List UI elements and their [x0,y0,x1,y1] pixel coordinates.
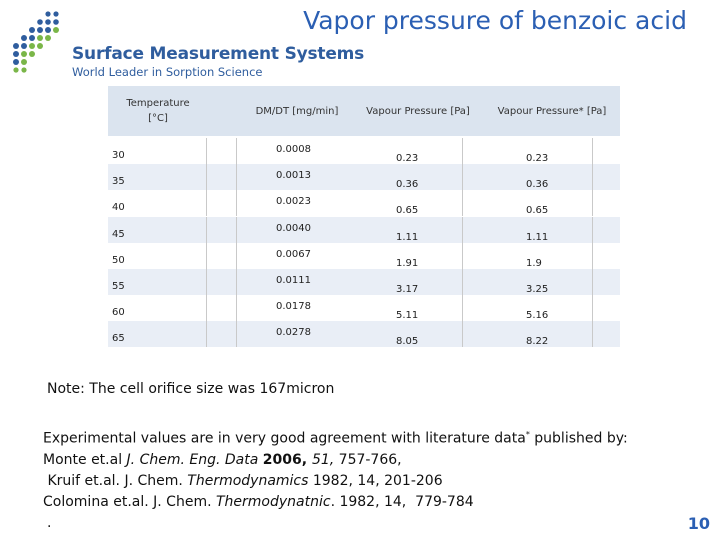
orifice-note: Note: The cell orifice size was 167micron [47,381,335,397]
cell-divider [462,138,463,164]
cell-divider [206,295,207,321]
dmdt-cell: 0.0008 [276,144,311,155]
logo-dot-grid-icon [10,8,66,74]
vapour-pressure-lit-cell: 0.65 [526,205,549,217]
references-paragraph [43,424,628,534]
cell-divider [236,190,237,216]
cell-divider [236,321,237,347]
cell-divider [236,269,237,295]
vapour-pressure-cell: 5.11 [396,310,419,322]
intro-text: Experimental values are in very good agreement with literature data [43,430,526,447]
cell-divider [592,138,593,164]
header-temperature-label: Temperature [126,98,190,109]
asterisk-mark: * [525,430,530,439]
vapour-pressure-lit-cell: 1.11 [526,231,549,243]
page-number: 10 [687,514,710,533]
reference-colomina [43,492,628,513]
reference-kruif [43,471,628,492]
ref1-authors: Monte et.al [43,451,127,468]
temperature-cell: 35 [112,176,125,188]
table-row [108,269,620,295]
cell-divider [592,295,593,321]
temperature-cell: 50 [112,254,125,266]
ref1-pages: 757-766, [338,451,402,468]
table-row [108,217,620,243]
cell-divider [592,243,593,269]
ref3-authors: Colomina et.al. J. Chem. [43,493,216,510]
cell-divider [206,217,207,243]
logo-tagline: World Leader in Sorption Science [72,65,263,79]
company-logo [10,8,365,79]
cell-divider [462,217,463,243]
cell-divider [236,164,237,190]
dmdt-cell: 0.0178 [276,301,311,313]
cell-divider [462,243,463,269]
cell-divider [206,138,207,164]
ref1-volume: 51, [311,451,339,468]
cell-divider [206,269,207,295]
vapour-pressure-cell: 0.36 [396,179,419,191]
slide-title: Vapor pressure of benzoic acid [303,6,687,35]
cell-divider [462,164,463,190]
reference-monte [43,450,628,471]
table-row [108,321,620,347]
vapour-pressure-cell: 1.91 [396,257,419,269]
temperature-cell: 30 [112,150,125,161]
vapour-pressure-lit-cell: 1.9 [526,257,542,269]
header-vapour-pressure: Vapour Pressure [Pa] [366,105,470,117]
ref2-authors: Kruif et.al. J. Chem. [43,472,188,489]
cell-divider [592,164,593,190]
ref1-year: 2006, [262,451,312,468]
temperature-cell: 40 [112,202,125,214]
vapour-pressure-cell: 8.05 [396,336,419,348]
cell-divider [236,243,237,269]
cell-divider [462,190,463,216]
table-header-row [108,86,620,136]
cell-divider [592,217,593,243]
vapour-pressure-lit-cell: 0.23 [526,153,549,164]
vapour-pressure-lit-cell: 0.36 [526,179,549,191]
intro-end-text: published by: [529,430,628,447]
vapor-pressure-table [108,86,620,358]
table-row [108,138,620,164]
dmdt-cell: 0.0278 [276,327,311,339]
table-row [108,295,620,321]
vapour-pressure-cell: 0.65 [396,205,419,217]
dmdt-cell: 0.0023 [276,196,311,208]
vapour-pressure-lit-cell: 3.25 [526,284,549,295]
cell-divider [592,190,593,216]
bullet-dot: . [47,514,52,531]
cell-divider [206,243,207,269]
vapour-pressure-lit-cell: 8.22 [526,336,549,348]
dmdt-cell: 0.0067 [276,248,311,260]
table-row [108,243,620,269]
ref2-journal: Thermodynamics [187,472,309,489]
dmdt-cell: 0.0040 [276,222,311,234]
vapour-pressure-cell: 3.17 [396,284,419,295]
dmdt-cell: 0.0013 [276,170,311,182]
cell-divider [592,321,593,347]
temperature-cell: 45 [112,228,125,240]
cell-divider [236,295,237,321]
ref3-journal: Thermodynatnic [215,493,331,510]
references-intro-line [43,424,628,450]
cell-divider [236,217,237,243]
header-temperature [108,86,208,136]
ref2-rest: 1982, 14, 201-206 [308,472,443,489]
table-row [108,164,620,190]
header-temperature-unit: [°C] [148,113,168,124]
vapour-pressure-cell: 1.11 [396,231,419,243]
cell-divider [206,164,207,190]
temperature-cell: 55 [112,281,125,292]
ref1-journal: J. Chem. Eng. Data [126,451,263,468]
vapour-pressure-cell: 0.23 [396,153,419,164]
cell-divider [206,321,207,347]
cell-divider [462,321,463,347]
dmdt-cell: 0.0111 [276,275,311,286]
cell-divider [592,269,593,295]
cell-divider [236,138,237,164]
cell-divider [462,269,463,295]
cell-divider [462,295,463,321]
vapour-pressure-lit-cell: 5.16 [526,310,549,322]
table-row [108,190,620,216]
logo-company-name: Surface Measurement Systems [72,44,365,64]
header-dmdt: DM/DT [mg/min] [255,105,339,117]
temperature-cell: 60 [112,307,125,319]
temperature-cell: 65 [112,333,125,345]
header-vapour-pressure-lit: Vapour Pressure* [Pa] [497,105,607,117]
ref3-rest: . 1982, 14, 779-784 [330,493,474,510]
cell-divider [206,190,207,216]
